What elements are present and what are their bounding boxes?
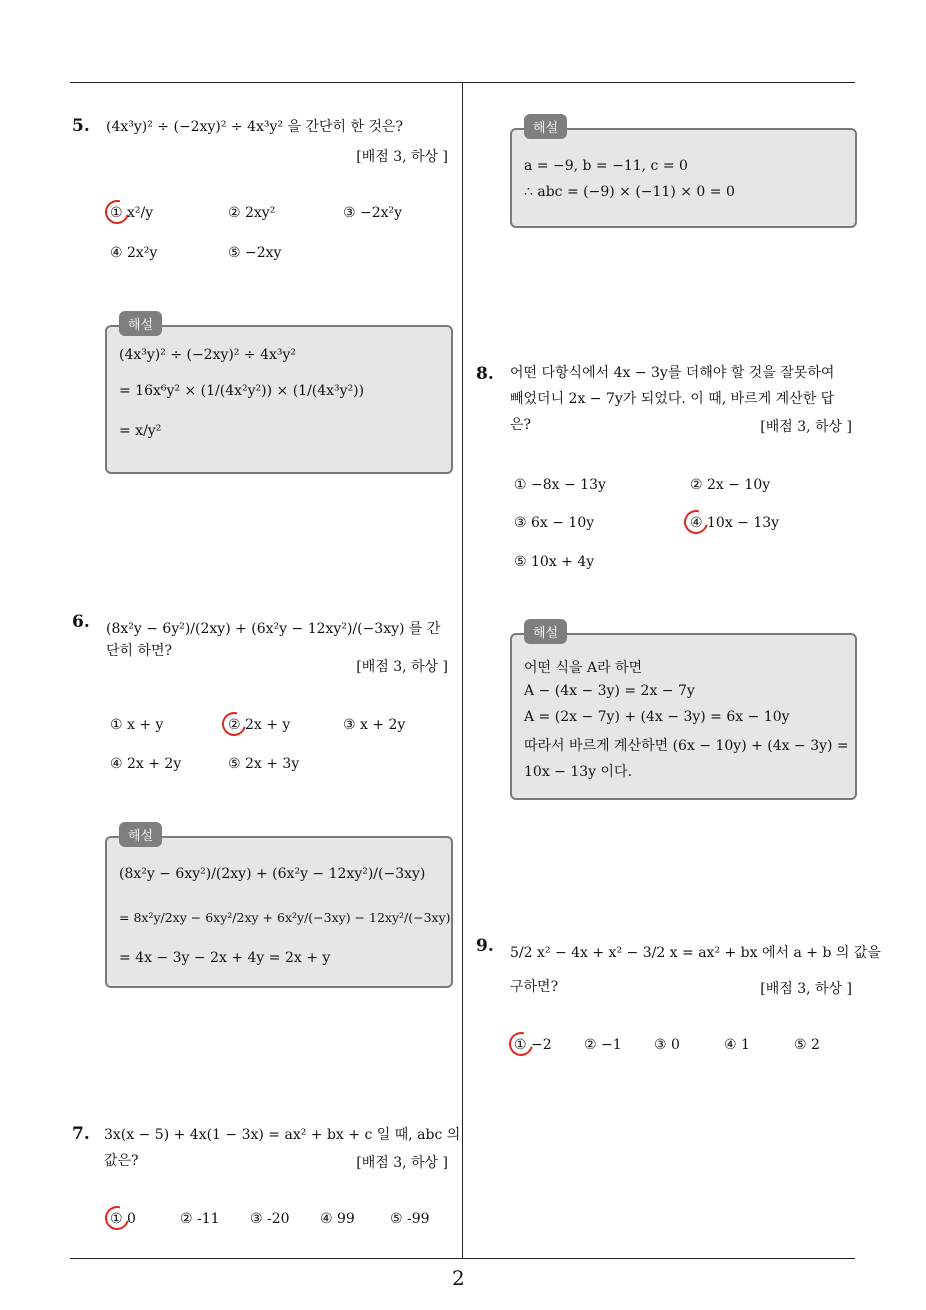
question-5-score: [배점 3, 하상 ] — [356, 149, 448, 165]
q8-solution-line-2: A − (4x − 3y) = 2x − 7y — [524, 683, 695, 699]
q9-choice-3[interactable]: ③ 0 — [654, 1037, 680, 1053]
question-6-text: (8x²y − 6y²)/(2xy) + (6x²y − 12xy²)/(−3xy) 를 간단히 하면? — [106, 621, 441, 659]
q6-choice-5[interactable]: ⑤ 2x + 3y — [228, 756, 300, 772]
q9-choice-1[interactable]: ① −2 — [514, 1037, 552, 1053]
solution-tag: 해설 — [524, 114, 567, 139]
q6-choice-3[interactable]: ③ x + 2y — [343, 717, 406, 733]
q5-solution-box — [105, 318, 453, 474]
bottom-rule — [70, 1258, 855, 1259]
question-7-score: [배점 3, 하상 ] — [356, 1155, 448, 1171]
q8-choice-5[interactable]: ⑤ 10x + 4y — [514, 554, 595, 570]
question-8-text-line-2: 빼었더니 2x − 7y가 되었다. 이 때, 바르게 계산한 답 — [510, 391, 835, 407]
q8-solution-line-3: A = (2x − 7y) + (4x − 3y) = 6x − 10y — [524, 709, 790, 725]
q9-choice-4[interactable]: ④ 1 — [724, 1037, 750, 1053]
question-6-number: 6. — [72, 612, 90, 632]
q6-solution-line-2: = 8x²y/2xy − 6xy²/2xy + 6x²y/(−3xy) − 12xy²/(−3xy) — [119, 910, 451, 925]
q6-solution-line-3: = 4x − 3y − 2x + 4y = 2x + y — [119, 950, 331, 966]
q7-choice-2[interactable]: ② -11 — [180, 1211, 220, 1227]
question-8-number: 8. — [476, 364, 494, 384]
solution-tag: 해설 — [119, 311, 162, 336]
q5-choice-3[interactable]: ③ −2x²y — [343, 205, 403, 221]
q5-choice-2[interactable]: ② 2xy² — [228, 205, 276, 221]
q8-choice-2[interactable]: ② 2x − 10y — [690, 477, 771, 493]
question-9-text-line-2: 구하면? — [510, 979, 559, 995]
question-9-number: 9. — [476, 936, 494, 956]
q8-choice-3[interactable]: ③ 6x − 10y — [514, 515, 595, 531]
q7-solution-box — [510, 121, 857, 228]
q9-choice-2[interactable]: ② −1 — [584, 1037, 622, 1053]
q6-choice-2[interactable]: ② 2x + y — [228, 717, 291, 733]
q5-choice-5[interactable]: ⑤ −2xy — [228, 245, 282, 261]
question-8-score: [배점 3, 하상 ] — [760, 419, 852, 435]
question-7-text-line-2: 값은? — [104, 1153, 139, 1169]
q5-solution-line-3: = x/y² — [119, 423, 162, 439]
solution-tag: 해설 — [524, 619, 567, 644]
q8-choice-1[interactable]: ① −8x − 13y — [514, 477, 606, 493]
page-number: 2 — [452, 1266, 465, 1290]
q6-solution-box — [105, 829, 453, 988]
question-9-text-line-1: 5/2 x² − 4x + x² − 3/2 x = ax² + bx 에서 a + b 의 값을 — [510, 945, 881, 961]
q8-solution-box — [510, 626, 857, 800]
q7-choice-3[interactable]: ③ -20 — [250, 1211, 290, 1227]
q5-choice-4[interactable]: ④ 2x²y — [110, 245, 158, 261]
q7-choice-1[interactable]: ① 0 — [110, 1211, 136, 1227]
q7-choice-4[interactable]: ④ 99 — [320, 1211, 355, 1227]
q7-choice-5[interactable]: ⑤ -99 — [390, 1211, 430, 1227]
question-8-text-line-3: 은? — [510, 417, 532, 433]
solution-tag: 해설 — [119, 822, 162, 847]
q7-solution-line-2: ∴ abc = (−9) × (−11) × 0 = 0 — [524, 184, 735, 200]
question-5-text: (4x³y)² ÷ (−2xy)² ÷ 4x³y² 을 간단히 한 것은? — [106, 119, 404, 135]
q6-solution-line-1: (8x²y − 6xy²)/(2xy) + (6x²y − 12xy²)/(−3xy) — [119, 866, 426, 882]
q6-choice-1[interactable]: ① x + y — [110, 717, 164, 733]
q8-solution-line-1: 어떤 식을 A라 하면 — [524, 660, 643, 676]
question-9-score: [배점 3, 하상 ] — [760, 981, 852, 997]
question-7-text-line-1: 3x(x − 5) + 4x(1 − 3x) = ax² + bx + c 일 때, abc 의 — [104, 1127, 461, 1143]
q7-solution-line-1: a = −9, b = −11, c = 0 — [524, 158, 688, 174]
question-8-text-line-1: 어떤 다항식에서 4x − 3y를 더해야 할 것을 잘못하여 — [510, 365, 835, 381]
q5-solution-line-1: (4x³y)² ÷ (−2xy)² ÷ 4x³y² — [119, 347, 297, 363]
q5-solution-line-2: = 16x⁶y² × (1/(4x²y²)) × (1/(4x³y²)) — [119, 383, 365, 399]
q9-choice-5[interactable]: ⑤ 2 — [794, 1037, 820, 1053]
column-divider — [462, 82, 463, 1258]
q8-solution-line-4: 따라서 바르게 계산하면 (6x − 10y) + (4x − 3y) = — [524, 738, 849, 754]
q8-choice-4[interactable]: ④ 10x − 13y — [690, 515, 780, 531]
question-7-number: 7. — [72, 1124, 90, 1144]
q6-choice-4[interactable]: ④ 2x + 2y — [110, 756, 182, 772]
q8-solution-line-5: 10x − 13y 이다. — [524, 764, 633, 780]
question-6-score: [배점 3, 하상 ] — [356, 659, 448, 675]
question-5-number: 5. — [72, 116, 90, 136]
q5-choice-1[interactable]: ① x²/y — [110, 205, 154, 221]
